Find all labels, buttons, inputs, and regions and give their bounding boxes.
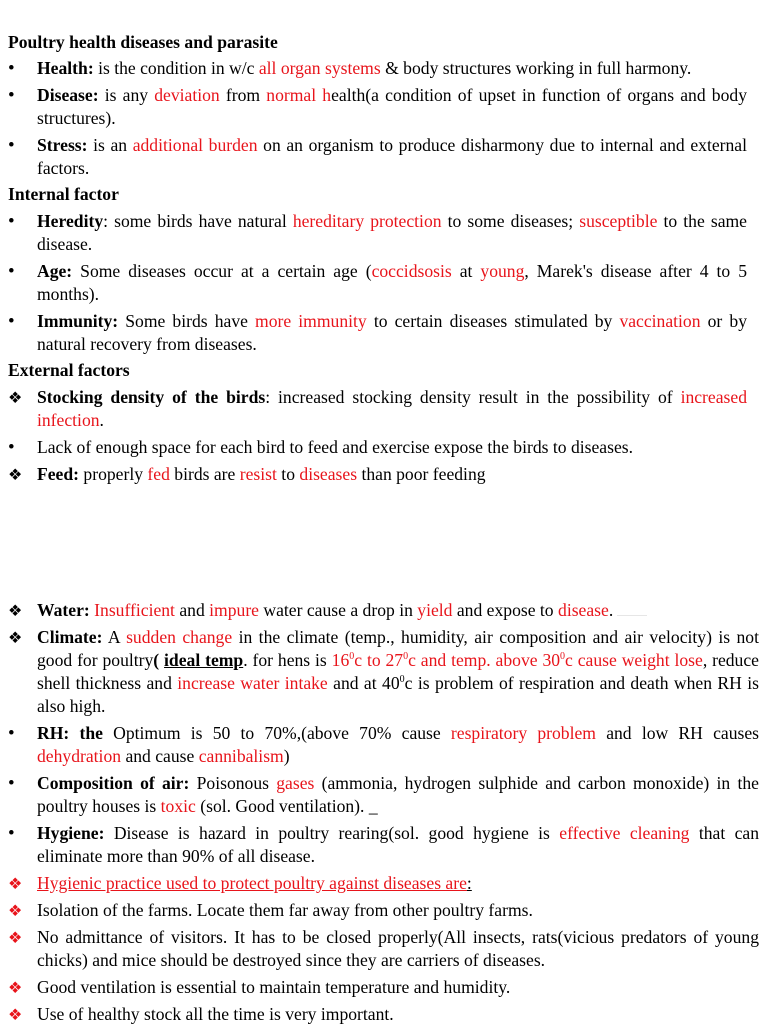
list-item-disease: • Disease: is any deviation from normal health(a condition of upset in function of organs and body structures). (8, 85, 747, 128)
bullet-icon: • (8, 211, 15, 232)
document-title: Poultry health diseases and parasite (8, 32, 278, 52)
list-item-practice-healthy-stock: ❖ Use of healthy stock all the time is very important. (8, 1003, 759, 1026)
diamond-bullet-icon: ❖ (8, 903, 23, 920)
list-item-stress: • Stress: is an additional burden on an organism to produce disharmony due to internal and external factors. (8, 135, 747, 178)
bullet-icon: • (8, 261, 15, 282)
diamond-bullet-icon: ❖ (8, 603, 23, 620)
bullet-icon: • (8, 135, 15, 156)
list-item-stocking-density: ❖ Stocking density of the birds: increased stocking density result in the possibility of increased infection. (8, 387, 747, 430)
diamond-bullet-icon: ❖ (8, 630, 23, 647)
list-item-immunity: • Immunity: Some birds have more immunity to certain diseases stimulated by vaccination or by natural recovery from diseases. (8, 311, 747, 354)
internal-factor-heading: Internal factor (8, 184, 119, 204)
list-item-feed: ❖ Feed: properly fed birds are resist to diseases than poor feeding (8, 463, 747, 486)
diamond-bullet-icon: ❖ (8, 1007, 23, 1024)
bullet-icon: • (8, 311, 15, 332)
list-item-health: • Health: is the condition in w/c all organ systems & body structures working in full harmony. (8, 58, 692, 79)
list-item-practice-visitors: ❖ No admittance of visitors. It has to be closed properly(All insects, rats(vicious predators of young chicks) and mice should be destroyed since they are carriers of diseases. (8, 927, 759, 970)
list-item-water: ❖ Water: Insufficient and impure water cause a drop in yield and expose to disease. (8, 599, 759, 622)
list-item-space: • Lack of enough space for each bird to feed and exercise expose the birds to diseases. (8, 437, 633, 458)
bullet-icon: • (8, 85, 15, 106)
section-part1 (8, 31, 747, 486)
diamond-bullet-icon: ❖ (8, 930, 23, 947)
list-item-heredity: • Heredity: some birds have natural hereditary protection to some diseases; susceptible to the same disease. (8, 211, 747, 254)
external-factors-heading: External factors (8, 360, 130, 380)
list-item-composition-of-air: • Composition of air: Poisonous gases (ammonia, hydrogen sulphide and carbon monoxide) in the poultry houses is toxic (sol. Good ventilation). _ (8, 773, 759, 816)
list-item-rh: • RH: the Optimum is 50 to 70%,(above 70% cause respiratory problem and low RH causes dehydration and cause cannibalism) (8, 723, 759, 766)
list-item-hygienic-practice-heading: ❖ Hygienic practice used to protect poultry against diseases are: (8, 872, 759, 895)
faint-underline (617, 609, 647, 616)
list-item-hygiene: • Hygiene: Disease is hazard in poultry rearing(sol. good hygiene is effective cleaning that can eliminate more than 90% of all disease. (8, 823, 760, 866)
diamond-bullet-icon: ❖ (8, 467, 23, 484)
bullet-icon: • (8, 823, 15, 844)
bullet-icon: • (8, 723, 15, 744)
bullet-icon: • (8, 437, 15, 458)
diamond-bullet-icon: ❖ (8, 390, 23, 407)
list-item-age: • Age: Some diseases occur at a certain age (coccidsosis at young, Marek's disease after 4 to 5 months). (8, 261, 748, 304)
diamond-bullet-icon: ❖ (8, 876, 23, 893)
list-item-practice-ventilation: ❖ Good ventilation is essential to maintain temperature and humidity. (8, 976, 759, 999)
diamond-bullet-icon: ❖ (8, 980, 23, 997)
bullet-icon: • (8, 58, 15, 79)
section-part2 (8, 599, 759, 1026)
bullet-icon: • (8, 773, 15, 794)
list-item-practice-isolation: ❖ Isolation of the farms. Locate them far away from other poultry farms. (8, 899, 759, 922)
list-item-climate: ❖ Climate: A sudden change in the climate (temp., humidity, air composition and air velocity) is not good for poultry( ideal temp. for hens is $16^0c$ to $27^0c$ and temp. above $30^0c$ cause weight lose, reduce shell thickness and increase water intake and at $40^0c$ is problem of respiration and death when RH is also high. (8, 627, 759, 716)
